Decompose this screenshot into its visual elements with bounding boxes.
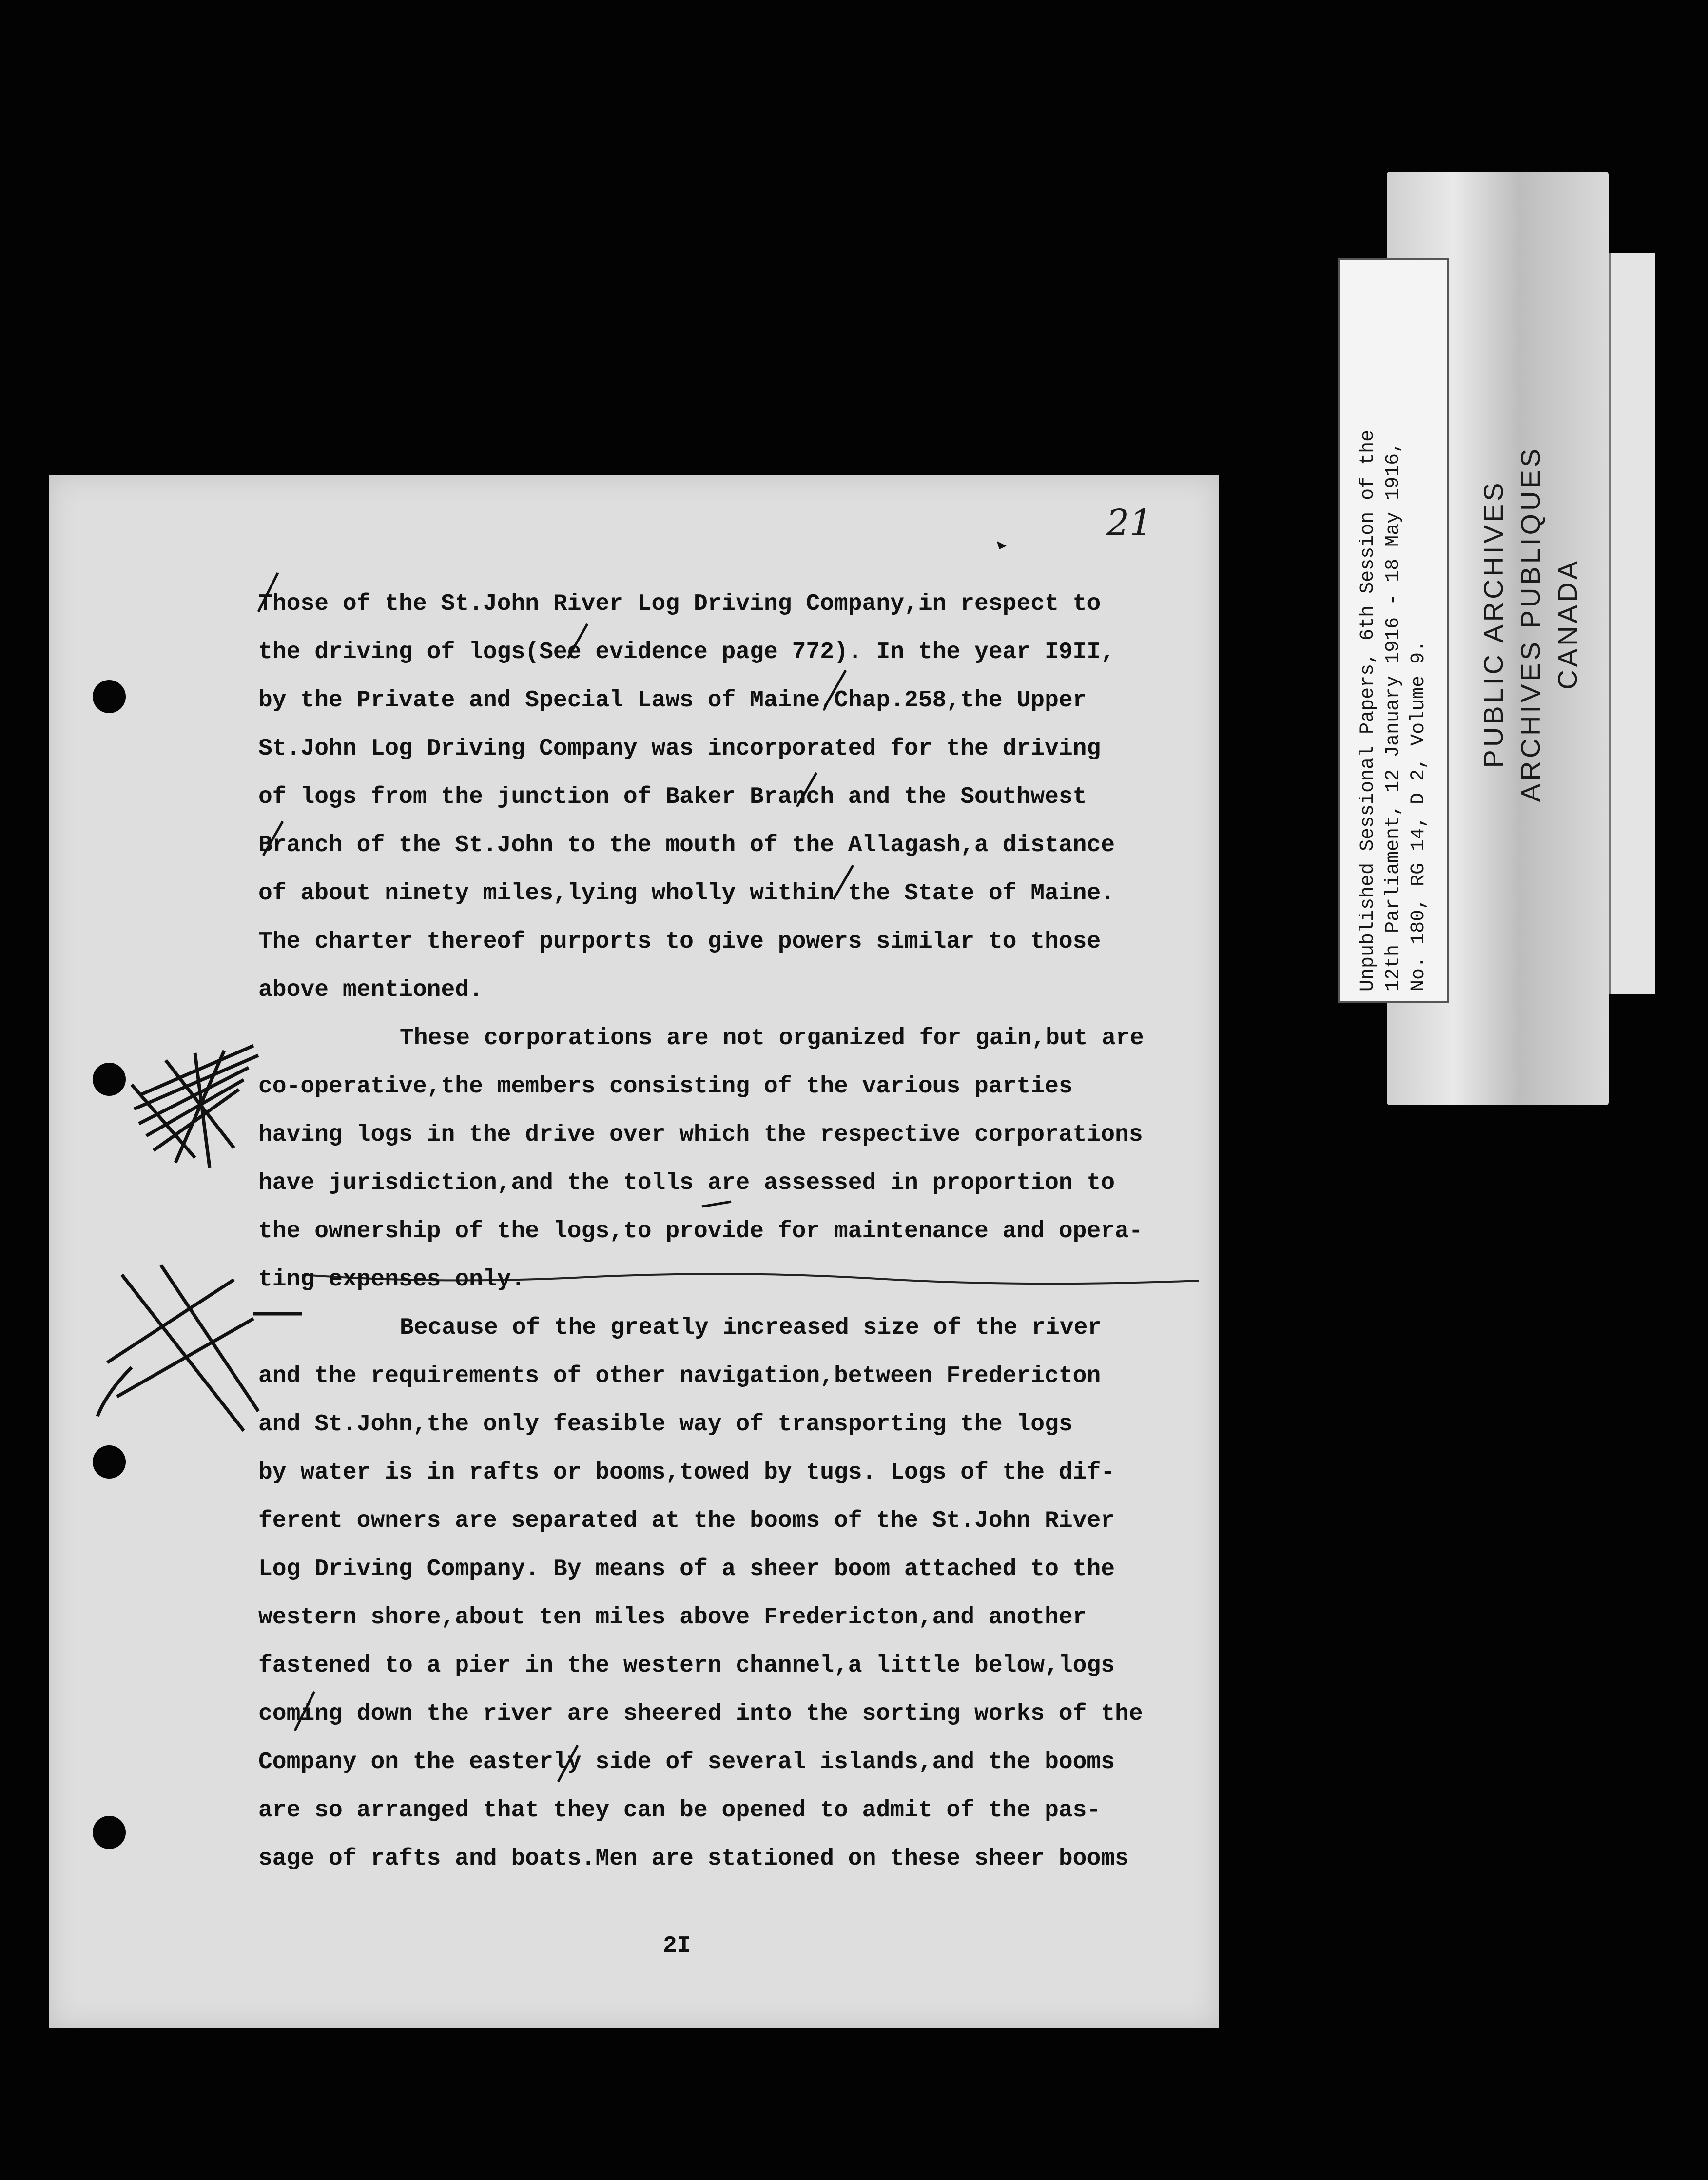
text-line: Company on the easterly side of several islands,and the booms (258, 1749, 1115, 1775)
punch-hole (93, 1445, 126, 1479)
text-line: the ownership of the logs,to provide for maintenance and opera- (258, 1218, 1143, 1245)
text-line: above mentioned. (258, 977, 483, 1003)
text-line: St.John Log Driving Company was incorporated for the driving (258, 736, 1101, 762)
text-line: ferent owners are separated at the booms of the St.John River (258, 1508, 1115, 1534)
handwritten-page-number: 21 (1106, 502, 1153, 544)
text-line: ting expenses only. (258, 1266, 525, 1293)
text-line: and St.John,the only feasible way of transporting the logs (258, 1411, 1073, 1438)
public-archives-stamp (1457, 283, 1604, 965)
punch-hole (93, 1816, 126, 1849)
text-line: sage of rafts and boats.Men are stationed on these sheer booms (258, 1846, 1129, 1872)
text-line: of logs from the junction of Baker Branch and the Southwest (258, 784, 1087, 810)
text-line: the driving of logs(See evidence page 772). In the year I9II, (258, 639, 1115, 665)
text-line: and the requirements of other navigation,between Fredericton (258, 1363, 1101, 1389)
text-line: Log Driving Company. By means of a sheer boom attached to the (258, 1556, 1115, 1582)
archive-stamp-line: PUBLIC ARCHIVES (1478, 480, 1509, 768)
text-line: of about ninety miles,lying wholly within the State of Maine. (258, 880, 1115, 907)
archive-label-line: No. 180, RG 14, D 2, Volume 9. (1408, 640, 1430, 992)
archive-stamp-line: ARCHIVES PUBLIQUES (1515, 446, 1546, 802)
text-line: by the Private and Special Laws of Maine,Chap.258,the Upper (258, 687, 1087, 714)
document-page (49, 475, 1219, 2028)
text-line: Branch of the St.John to the mouth of the Allagash,a distance (258, 832, 1115, 858)
archive-stamp-line: CANADA (1552, 558, 1583, 690)
text-line: co-operative,the members consisting of the various parties (258, 1073, 1073, 1100)
archive-label-line: Unpublished Sessional Papers, 6th Session of the (1357, 429, 1379, 992)
text-line: having logs in the drive over which the respective corporations (258, 1122, 1143, 1148)
text-line: western shore,about ten miles above Fredericton,and another (258, 1604, 1087, 1631)
footer-page-number: 2I (663, 1933, 691, 1959)
archive-tape-edge (1609, 253, 1655, 994)
punch-hole (93, 1063, 126, 1096)
text-line: coming down the river are sheered into the sorting works of the (258, 1701, 1143, 1727)
text-line: fastened to a pier in the western channel,a little below,logs (258, 1653, 1115, 1679)
archive-label-line: 12th Parliament, 12 January 1916 - 18 May 1916, (1382, 441, 1404, 992)
punch-hole (93, 680, 126, 713)
text-line: Because of the greatly increased size of the river (400, 1315, 1102, 1341)
archive-reference-label (1338, 258, 1449, 1003)
text-line: have jurisdiction,and the tolls are assessed in proportion to (258, 1170, 1115, 1196)
text-line: are so arranged that they can be opened to admit of the pas- (258, 1797, 1101, 1824)
text-line: The charter thereof purports to give powers similar to those (258, 929, 1101, 955)
text-line: by water is in rafts or booms,towed by tugs. Logs of the dif- (258, 1460, 1115, 1486)
ink-dot (997, 541, 1007, 549)
text-line: These corporations are not organized for gain,but are (400, 1025, 1144, 1051)
text-line: Those of the St.John River Log Driving Company,in respect to (258, 591, 1101, 617)
ink-scribble (132, 1046, 258, 1168)
typed-body-text (258, 580, 1209, 1883)
